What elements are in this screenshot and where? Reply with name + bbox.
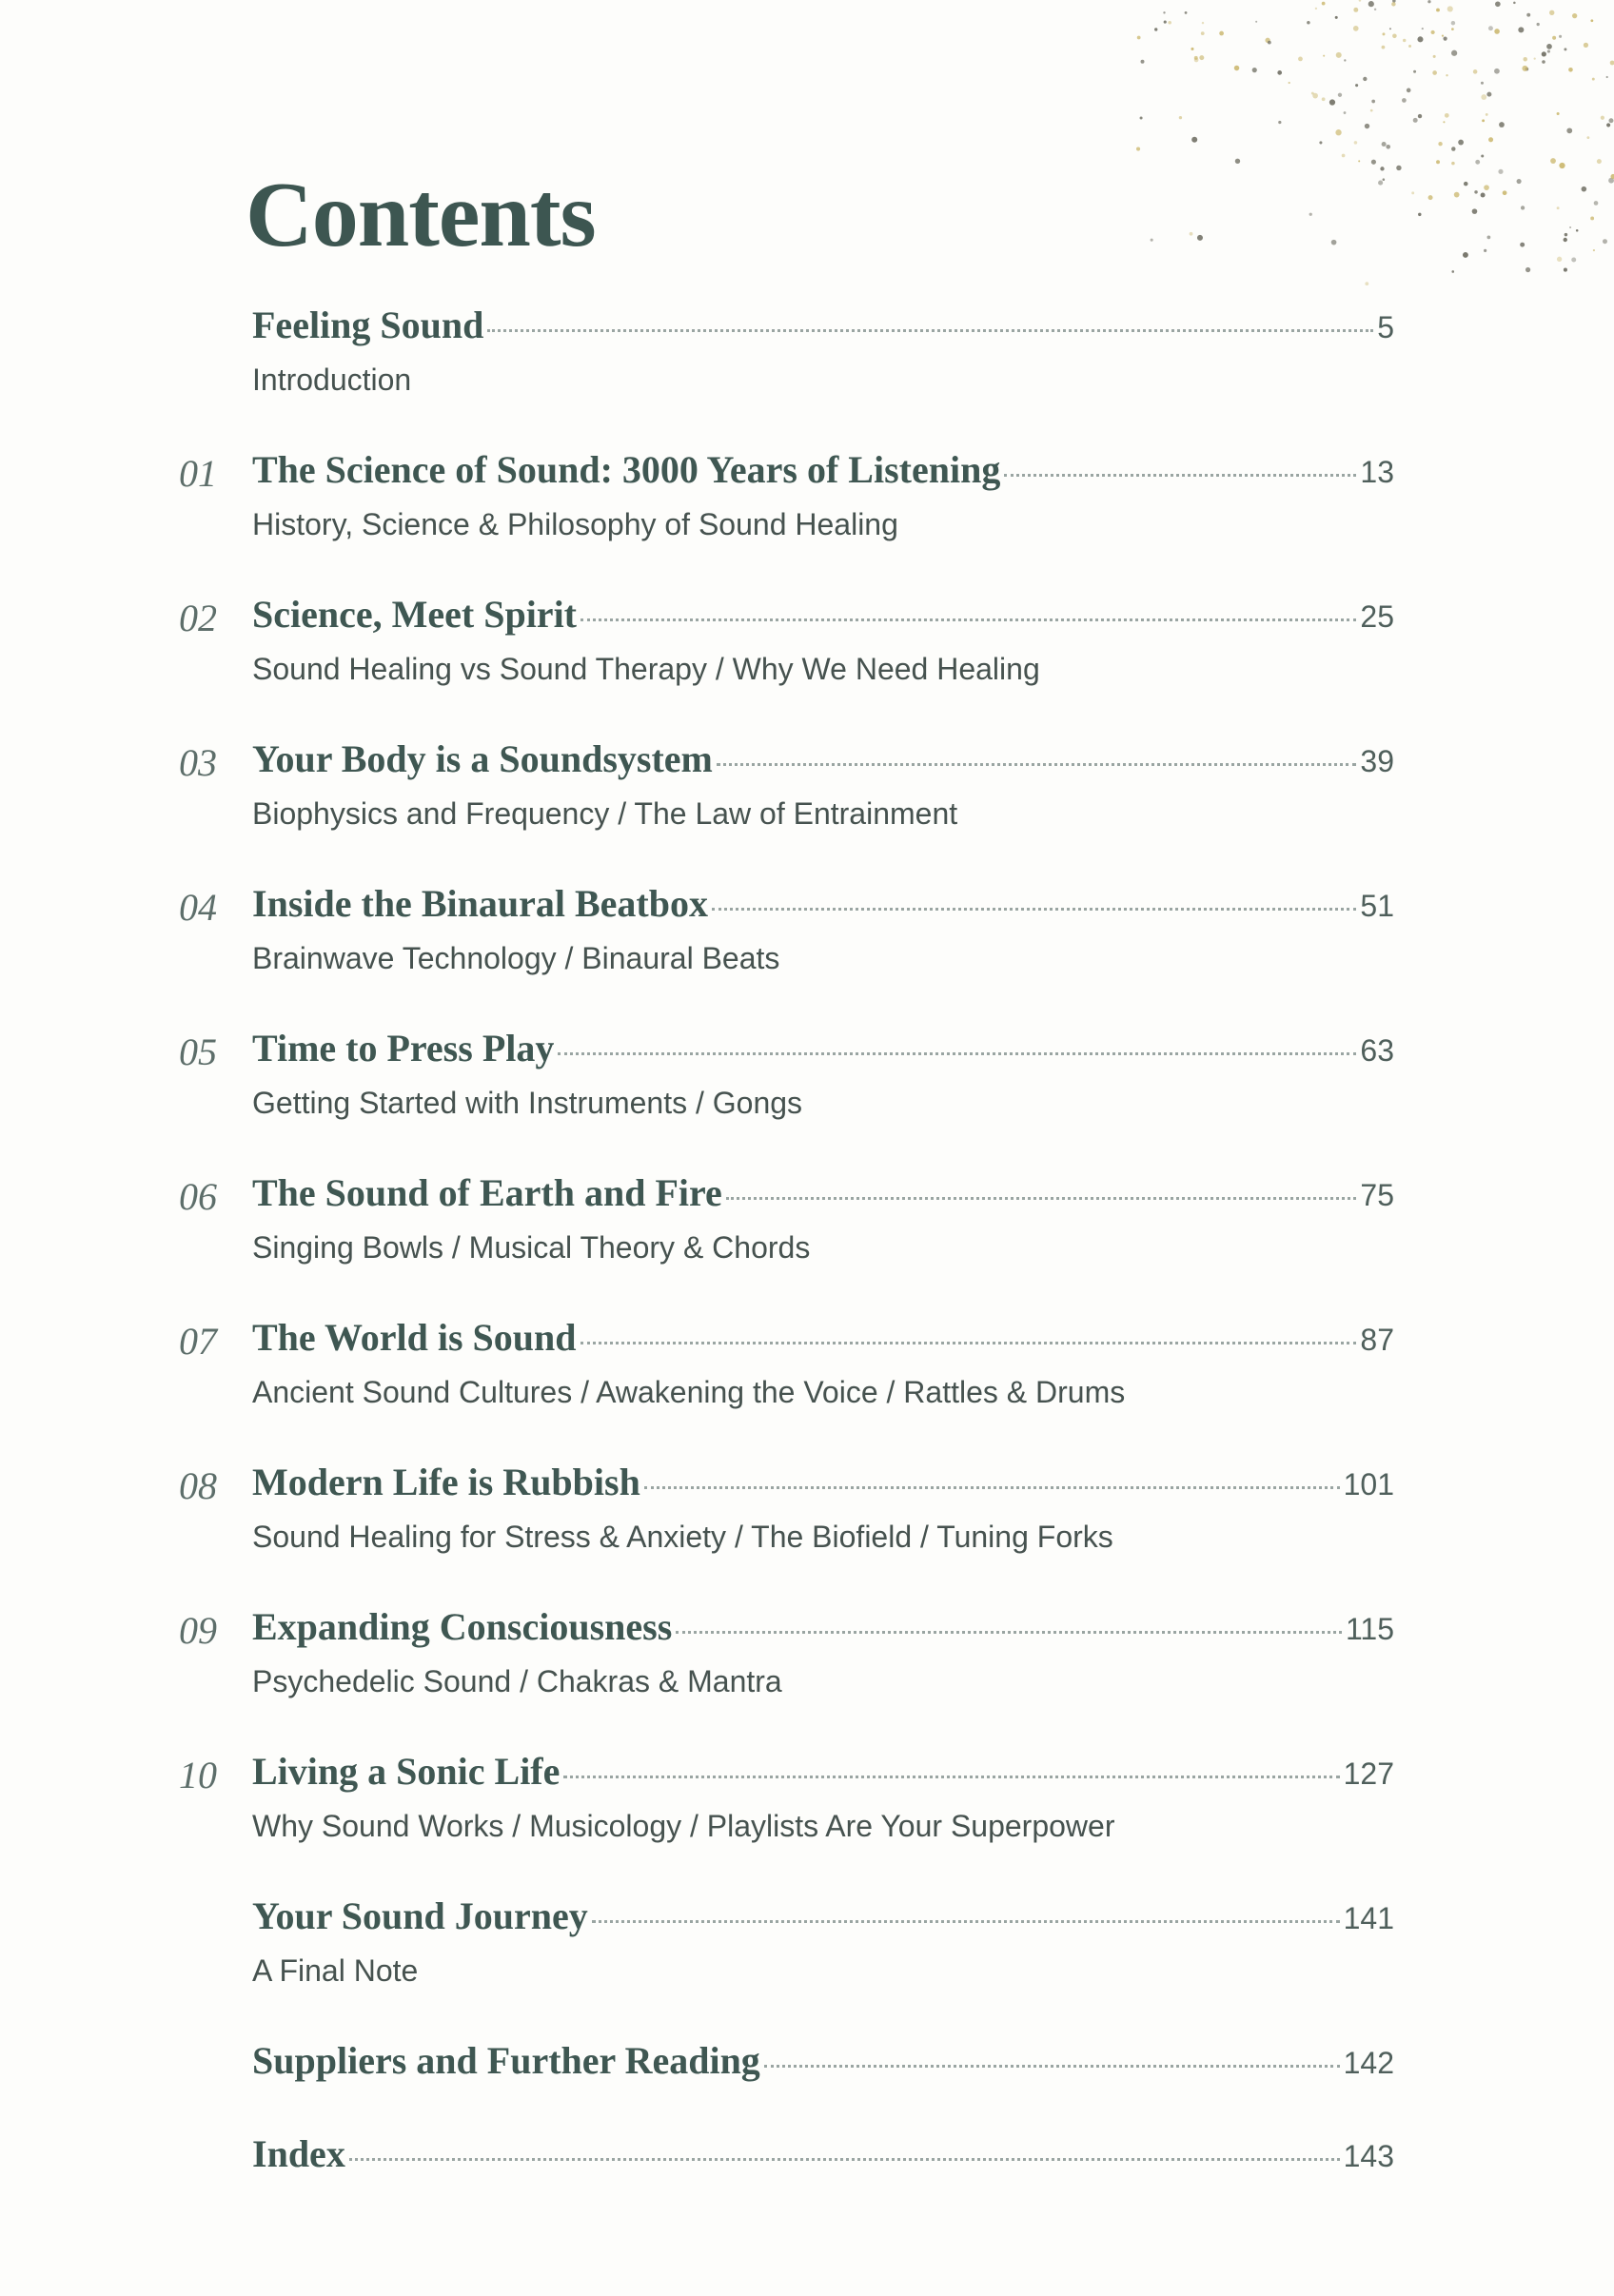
speckle	[1582, 186, 1587, 192]
speckle	[1442, 35, 1444, 37]
speckle	[1603, 239, 1607, 244]
chapter-number: 06	[179, 1175, 217, 1218]
speckle	[1549, 10, 1554, 15]
toc-entry[interactable]	[171, 1315, 1394, 1460]
toc-entry[interactable]	[171, 1894, 1394, 2038]
speckle	[1402, 98, 1407, 103]
speckle	[1559, 163, 1565, 168]
page-number: 51	[1360, 889, 1394, 923]
speckle	[1151, 239, 1153, 242]
speckle	[1597, 159, 1602, 164]
speckle	[1374, 9, 1376, 10]
toc-entry[interactable]	[171, 736, 1394, 881]
chapter-heading[interactable]: The Sound of Earth and Fire	[252, 1171, 722, 1214]
speckle	[1518, 27, 1524, 32]
speckle	[1451, 162, 1455, 166]
speckle	[1474, 190, 1477, 193]
speckle	[1163, 11, 1165, 13]
speckle	[1428, 195, 1433, 200]
chapter-subtitle: A Final Note	[252, 1953, 419, 1988]
table-of-contents	[171, 303, 1394, 2276]
speckle	[1608, 118, 1613, 123]
speckle	[1252, 68, 1257, 72]
speckle	[1403, 39, 1406, 42]
speckle	[1277, 70, 1282, 75]
dot-leader	[581, 618, 1356, 621]
speckle	[1319, 141, 1322, 144]
chapter-subtitle: Introduction	[252, 363, 412, 397]
speckle	[1185, 11, 1188, 14]
speckle	[1537, 23, 1540, 26]
speckle	[1494, 29, 1500, 34]
speckle	[1576, 229, 1579, 232]
speckle	[1564, 268, 1567, 272]
chapter-number: 02	[179, 597, 217, 639]
chapter-heading[interactable]: The Science of Sound: 3000 Years of Listening	[252, 448, 1001, 491]
speckle	[1521, 206, 1525, 209]
speckle	[1408, 45, 1411, 48]
speckle	[1557, 112, 1560, 115]
page-number: 141	[1343, 1901, 1394, 1935]
speckle	[1219, 31, 1224, 36]
speckle	[1329, 99, 1335, 105]
chapter-heading[interactable]: Index	[252, 2132, 345, 2175]
speckle	[1396, 166, 1401, 170]
speckle	[1386, 145, 1390, 149]
speckle	[1389, 28, 1391, 29]
speckle	[1141, 60, 1145, 64]
speckle	[1418, 213, 1421, 216]
speckle	[1513, 2, 1516, 5]
chapter-number: 10	[179, 1754, 217, 1796]
toc-entry[interactable]	[171, 447, 1394, 592]
chapter-heading[interactable]: The World is Sound	[252, 1316, 577, 1359]
speckle	[1323, 55, 1325, 57]
toc-entry[interactable]	[171, 1460, 1394, 1604]
speckle	[1365, 124, 1369, 128]
speckle	[1378, 181, 1383, 186]
speckle	[1411, 191, 1414, 194]
speckle	[1417, 36, 1423, 42]
dot-leader	[676, 1631, 1342, 1634]
speckle	[1278, 121, 1281, 124]
speckle	[1309, 213, 1312, 216]
speckle	[1590, 217, 1594, 221]
speckle	[1383, 178, 1386, 181]
speckle	[1534, 58, 1536, 60]
speckle	[1572, 13, 1577, 18]
speckle	[1503, 190, 1507, 195]
page-number: 5	[1377, 310, 1394, 344]
speckle	[1199, 55, 1204, 60]
speckle	[1451, 28, 1454, 30]
page-number: 115	[1345, 1612, 1394, 1646]
speckle	[1335, 129, 1341, 135]
speckle	[1495, 1, 1501, 7]
speckle	[1494, 69, 1500, 74]
speckle	[1197, 235, 1203, 241]
speckle	[1525, 267, 1530, 272]
speckle	[1517, 179, 1522, 184]
page-title: Contents	[246, 164, 596, 266]
speckle	[1458, 140, 1464, 146]
speckle	[1487, 235, 1491, 239]
speckle	[1542, 60, 1545, 64]
dot-leader	[764, 2065, 1340, 2068]
chapter-heading[interactable]: Feeling Sound	[252, 304, 484, 346]
speckle	[1413, 118, 1418, 123]
toc-entry[interactable]	[171, 2038, 1394, 2131]
speckle	[1140, 117, 1143, 120]
chapter-subtitle: Why Sound Works / Musicology / Playlists Are Your Superpower	[252, 1809, 1115, 1843]
dot-leader	[644, 1486, 1340, 1489]
speckle	[1407, 88, 1411, 93]
speckle	[1594, 201, 1599, 206]
speckle	[1191, 48, 1193, 50]
speckle	[1338, 93, 1342, 97]
speckle	[1307, 21, 1310, 25]
toc-entry[interactable]	[171, 881, 1394, 1026]
speckle	[1444, 37, 1447, 41]
speckle	[1255, 21, 1257, 23]
speckle	[1451, 21, 1455, 25]
toc-entry[interactable]	[171, 303, 1394, 447]
speckle	[1137, 36, 1141, 40]
speckle	[1363, 77, 1367, 81]
page-number: 127	[1343, 1756, 1394, 1791]
speckle	[1473, 69, 1478, 74]
dot-leader	[487, 329, 1373, 332]
speckle	[1464, 182, 1468, 186]
speckle	[1447, 6, 1453, 11]
speckle	[1498, 169, 1503, 174]
speckle	[1234, 66, 1240, 71]
speckle	[1359, 0, 1362, 2]
speckle	[1486, 92, 1491, 97]
speckle	[1481, 82, 1484, 85]
speckle	[1422, 28, 1424, 29]
speckle	[1202, 22, 1204, 24]
chapter-heading[interactable]: Suppliers and Further Reading	[252, 2039, 760, 2082]
gold-speckle-decoration	[1081, 0, 1614, 285]
speckle	[1592, 78, 1595, 81]
speckle	[1371, 100, 1375, 104]
speckle	[1418, 114, 1422, 118]
page-number: 13	[1360, 455, 1394, 489]
chapter-subtitle: Sound Healing vs Sound Therapy / Why We Need Healing	[252, 652, 1040, 686]
speckle	[1436, 160, 1440, 164]
chapter-heading[interactable]: Your Body is a Soundsystem	[252, 737, 713, 780]
speckle	[1610, 61, 1614, 66]
speckle	[1586, 136, 1589, 139]
chapter-heading[interactable]: Expanding Consciousness	[252, 1605, 673, 1648]
speckle	[1546, 44, 1552, 49]
speckle	[1481, 94, 1486, 100]
speckle	[1322, 97, 1326, 101]
speckle	[1268, 41, 1271, 45]
speckle	[1550, 158, 1556, 164]
toc-entry[interactable]	[171, 1026, 1394, 1170]
speckle	[1322, 2, 1326, 6]
speckle	[1336, 52, 1342, 58]
speckle	[1353, 8, 1358, 12]
speckle	[1557, 257, 1562, 262]
speckle	[1371, 160, 1376, 165]
speckle	[1353, 26, 1359, 31]
speckle	[1552, 36, 1556, 40]
speckle	[1235, 159, 1240, 164]
speckle	[1382, 142, 1387, 147]
speckle	[1201, 31, 1205, 35]
toc-entry[interactable]	[171, 592, 1394, 736]
speckle	[1365, 282, 1368, 285]
chapter-number: 04	[179, 886, 217, 929]
speckle	[1523, 57, 1526, 61]
dot-leader	[1004, 474, 1356, 477]
speckle	[1593, 249, 1595, 251]
speckle	[1463, 252, 1468, 258]
speckle	[1488, 137, 1493, 142]
speckle	[1164, 21, 1167, 24]
chapter-subtitle: Ancient Sound Cultures / Awakening the Voice / Rattles & Drums	[252, 1375, 1126, 1409]
speckle	[1606, 123, 1610, 127]
chapter-subtitle: Sound Healing for Stress & Anxiety / The Biofield / Tuning Forks	[252, 1520, 1113, 1554]
speckle	[1382, 46, 1386, 49]
speckle	[1488, 26, 1493, 30]
speckle	[1191, 137, 1197, 143]
speckle	[1559, 35, 1562, 38]
chapter-number: 03	[179, 741, 217, 784]
chapter-subtitle: Biophysics and Frequency / The Law of Entrainment	[252, 796, 958, 831]
chapter-number: 09	[179, 1609, 217, 1652]
speckle	[1565, 233, 1567, 236]
speckle	[1522, 66, 1527, 71]
chapter-subtitle: Getting Started with Instruments / Gongs	[252, 1086, 803, 1120]
dot-leader	[712, 908, 1356, 911]
speckle	[1445, 113, 1449, 118]
speckle	[1451, 50, 1457, 56]
speckle	[1368, 1, 1374, 7]
speckle	[1438, 142, 1442, 146]
speckle	[1484, 185, 1489, 190]
dot-leader	[563, 1776, 1339, 1778]
speckle	[1331, 240, 1337, 245]
speckle	[1427, 0, 1430, 3]
speckle	[1431, 30, 1435, 34]
chapter-subtitle: Psychedelic Sound / Chakras & Mantra	[252, 1664, 782, 1698]
speckle	[1413, 70, 1416, 73]
speckle	[1547, 49, 1550, 52]
speckle	[1606, 76, 1608, 78]
speckle	[1355, 84, 1358, 87]
speckle	[1481, 192, 1486, 197]
speckle	[1432, 70, 1437, 75]
chapter-heading[interactable]: Inside the Binaural Beatbox	[252, 882, 708, 925]
speckle	[1179, 116, 1182, 119]
speckle	[1569, 226, 1571, 228]
toc-entry[interactable]	[171, 1749, 1394, 1894]
page-number: 39	[1360, 744, 1394, 778]
page-number: 25	[1360, 599, 1394, 634]
dot-leader	[726, 1197, 1357, 1200]
speckle	[1298, 56, 1303, 61]
speckle	[1526, 13, 1530, 17]
speckle	[1154, 28, 1157, 30]
speckle	[1482, 119, 1485, 122]
dot-leader	[558, 1052, 1356, 1055]
speckle	[1571, 258, 1576, 263]
page-number: 75	[1360, 1178, 1394, 1212]
speckle	[1451, 147, 1455, 150]
chapter-number: 08	[179, 1464, 217, 1507]
speckle	[1190, 232, 1193, 236]
chapter-heading[interactable]: Time to Press Play	[252, 1027, 555, 1070]
speckle	[1564, 48, 1566, 50]
speckle	[1194, 56, 1198, 60]
speckle	[1542, 51, 1546, 56]
speckle	[1358, 160, 1360, 162]
speckle	[1590, 19, 1593, 22]
speckle	[1342, 154, 1346, 158]
speckle	[1391, 2, 1395, 6]
speckle	[1486, 113, 1488, 116]
speckle	[1446, 74, 1447, 76]
speckle	[1568, 68, 1573, 72]
speckle	[1168, 21, 1171, 25]
speckle	[1354, 141, 1358, 145]
speckle	[1370, 109, 1373, 112]
speckle	[1382, 32, 1385, 35]
page-number: 87	[1360, 1323, 1394, 1357]
dot-leader	[592, 1920, 1340, 1923]
dot-leader	[581, 1342, 1357, 1344]
speckle	[1315, 8, 1317, 10]
speckle	[1484, 249, 1486, 252]
speckle	[1344, 59, 1346, 61]
speckle	[1454, 192, 1460, 198]
speckle	[1451, 270, 1454, 273]
chapter-heading[interactable]: Science, Meet Spirit	[252, 593, 577, 636]
chapter-heading[interactable]: Living a Sonic Life	[252, 1750, 561, 1793]
speckle	[1481, 154, 1484, 157]
speckle	[1380, 167, 1384, 170]
page-number: 143	[1343, 2139, 1394, 2173]
speckle	[1566, 128, 1572, 133]
page-number: 142	[1343, 2046, 1394, 2080]
dot-leader	[717, 763, 1357, 766]
chapter-subtitle: Singing Bowls / Musical Theory & Chords	[252, 1230, 811, 1265]
chapter-number: 01	[179, 452, 217, 495]
speckle	[1289, 82, 1290, 84]
speckle	[1520, 243, 1525, 247]
chapter-heading[interactable]: Your Sound Journey	[252, 1894, 588, 1937]
chapter-subtitle: Brainwave Technology / Binaural Beats	[252, 941, 780, 975]
speckle	[1557, 206, 1560, 209]
speckle	[1499, 122, 1505, 128]
speckle	[1436, 9, 1440, 12]
page-number: 101	[1343, 1467, 1394, 1501]
toc-entry[interactable]	[171, 2131, 1394, 2276]
chapter-subtitle: History, Science & Philosophy of Sound Healing	[252, 507, 898, 541]
chapter-number: 07	[179, 1320, 217, 1363]
speckle	[1601, 116, 1604, 120]
chapter-number: 05	[179, 1030, 217, 1073]
toc-entry[interactable]	[171, 1604, 1394, 1749]
page-number: 63	[1360, 1033, 1394, 1068]
speckle	[1392, 33, 1397, 38]
speckle	[1344, 111, 1347, 114]
speckle	[1564, 238, 1567, 242]
toc-entry[interactable]	[171, 1170, 1394, 1315]
speckle	[1311, 92, 1314, 95]
speckle	[1443, 121, 1445, 123]
speckle	[1136, 147, 1140, 151]
speckle	[1584, 43, 1588, 48]
chapter-heading[interactable]: Modern Life is Rubbish	[252, 1461, 640, 1503]
speckle	[1335, 16, 1338, 19]
dot-leader	[349, 2158, 1340, 2161]
speckle	[1433, 55, 1436, 58]
speckle	[1475, 160, 1480, 165]
speckle	[1472, 208, 1478, 214]
